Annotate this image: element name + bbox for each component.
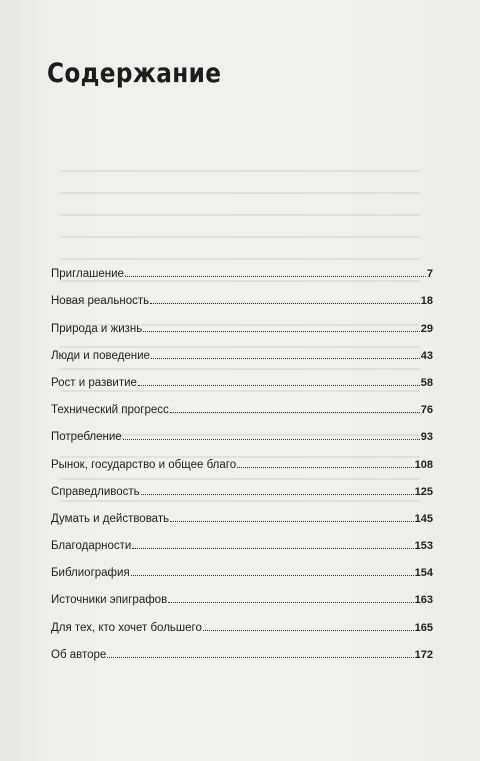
toc-entry-page-number: 43 [420, 349, 433, 362]
toc-entry-page-number: 125 [414, 485, 433, 498]
toc-entry-label: Рост и развитие [51, 376, 137, 389]
toc-entry-page-number: 163 [414, 594, 433, 607]
toc-entry-label: Люди и поведение [51, 349, 150, 362]
toc-entry-label: Рынок, государство и общее благо [51, 458, 237, 471]
toc-entry[interactable] [51, 335, 433, 362]
toc-entry[interactable] [51, 579, 433, 606]
toc-entry-page-number: 29 [420, 322, 433, 335]
toc-entry[interactable] [51, 498, 433, 525]
toc-entry-label: Об авторе [51, 648, 107, 661]
dot-leader [131, 575, 414, 576]
dot-leader [151, 358, 420, 359]
toc-entry-label: Природа и жизнь [51, 322, 143, 335]
page-title: Содержание [47, 58, 222, 89]
toc-entry-page-number: 154 [414, 567, 433, 580]
dot-leader [168, 602, 413, 603]
toc-entry-label: Источники эпиграфов [51, 594, 168, 607]
toc-entry[interactable] [51, 634, 433, 661]
toc-entry[interactable] [51, 362, 433, 389]
dot-leader [141, 494, 414, 495]
dot-leader [132, 548, 413, 549]
toc-entry-page-number: 93 [420, 431, 433, 444]
dot-leader [123, 439, 420, 440]
toc-entry-page-number: 76 [420, 404, 433, 417]
toc-entry[interactable] [51, 606, 433, 633]
toc-entry-page-number: 172 [414, 648, 433, 661]
toc-entry[interactable] [51, 253, 433, 280]
toc-entry-label: Приглашение [51, 268, 124, 281]
toc-entry[interactable] [51, 280, 433, 307]
toc-entry-label: Библиография [51, 567, 130, 580]
dot-leader [203, 630, 414, 631]
toc-entry-page-number: 7 [426, 268, 433, 281]
toc-entry-label: Справедливость [51, 485, 140, 498]
toc-entry[interactable] [51, 552, 433, 579]
dot-leader [237, 467, 414, 468]
toc-entry-label: Новая реальность [51, 295, 150, 308]
toc-entry-label: Думать и действовать [51, 512, 170, 525]
toc-entry[interactable] [51, 443, 433, 470]
toc-entry-label: Благодарности [51, 540, 132, 553]
toc-entry-page-number: 145 [414, 512, 433, 525]
dot-leader [138, 385, 420, 386]
toc-entry[interactable] [51, 471, 433, 498]
dot-leader [170, 412, 420, 413]
toc-entry-page-number: 58 [420, 376, 433, 389]
dot-leader [150, 303, 420, 304]
toc-entry-page-number: 18 [420, 295, 433, 308]
toc-entry-page-number: 153 [414, 540, 433, 553]
toc-entry-label: Технический прогресс [51, 404, 169, 417]
dot-leader [125, 276, 426, 277]
toc-entry[interactable] [51, 416, 433, 443]
toc-entry-page-number: 108 [414, 458, 433, 471]
toc-entry[interactable] [51, 307, 433, 334]
toc-entry-label: Потребление [51, 431, 122, 444]
dot-leader [107, 657, 413, 658]
toc-entry-label: Для тех, кто хочет большего [51, 621, 202, 634]
table-of-contents [51, 253, 433, 661]
toc-entry-page-number: 165 [414, 621, 433, 634]
dot-leader [143, 331, 419, 332]
toc-entry[interactable] [51, 525, 433, 552]
toc-entry[interactable] [51, 389, 433, 416]
dot-leader [170, 521, 414, 522]
